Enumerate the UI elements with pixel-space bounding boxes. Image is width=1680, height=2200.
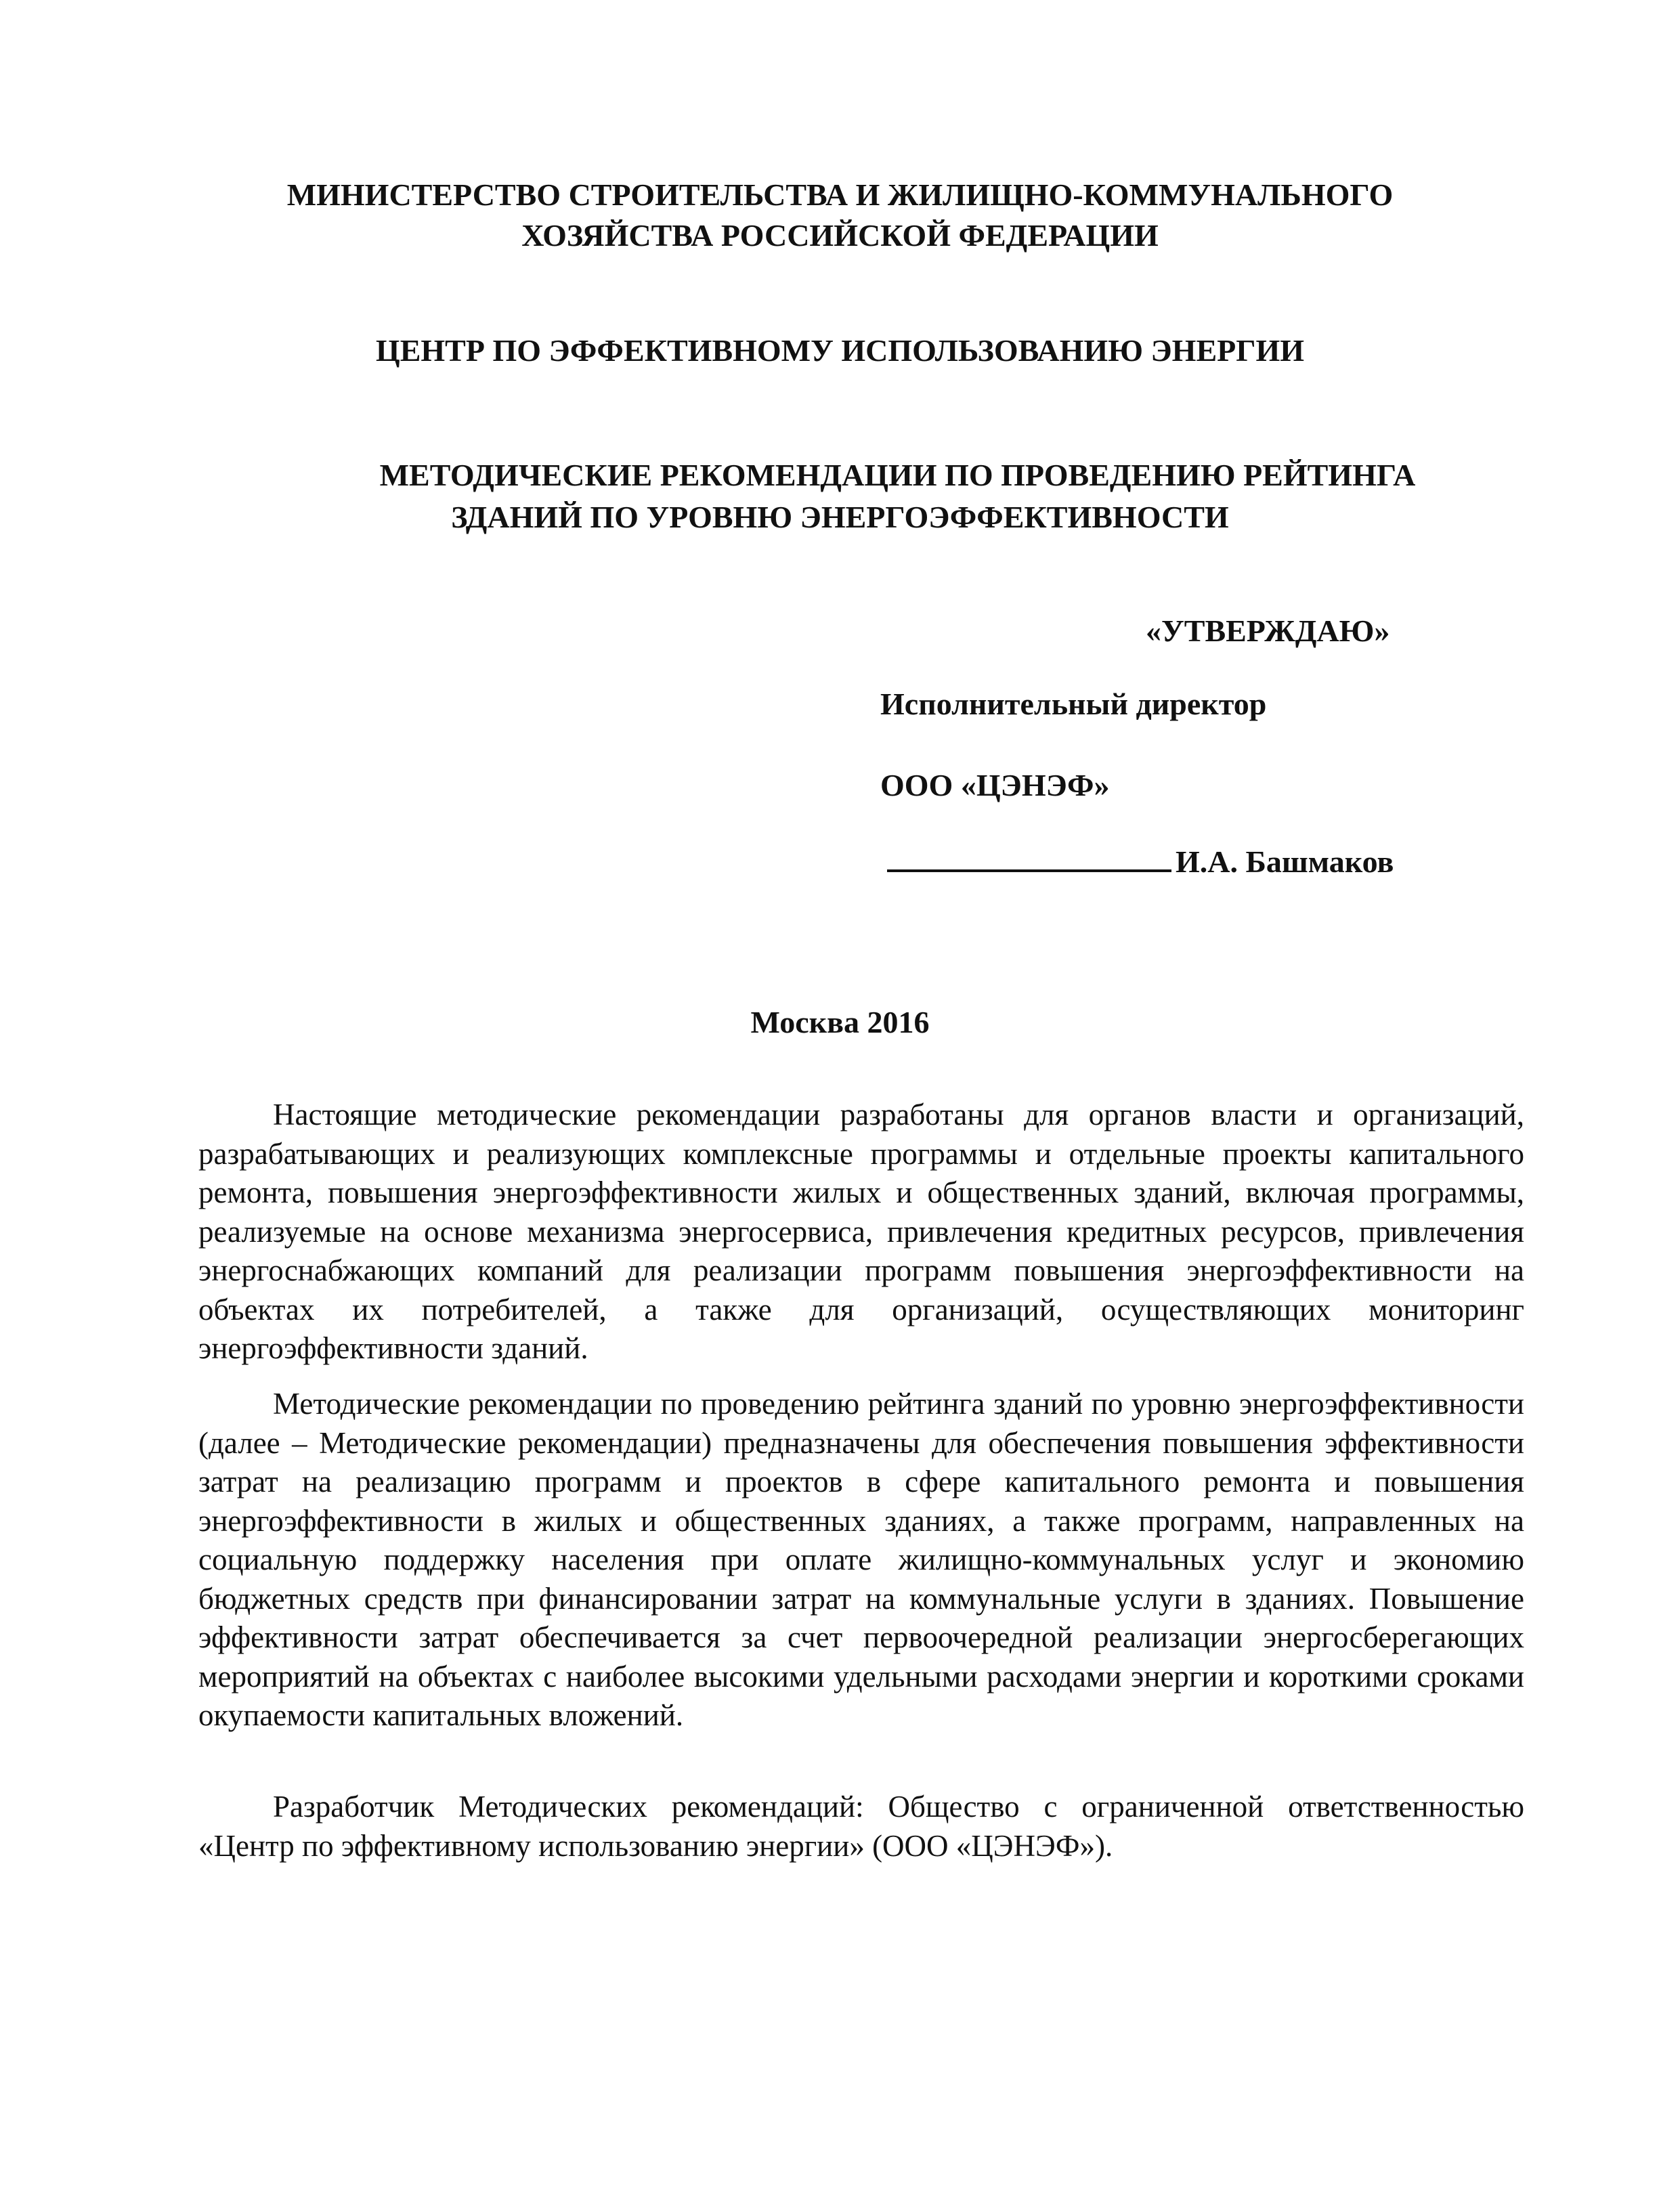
document-title-line-2 bbox=[0, 497, 1680, 538]
document-title-line-2-text: ЗДАНИЙ ПО УРОВНЮ ЭНЕРГОЭФФЕКТИВНОСТИ bbox=[451, 500, 1229, 534]
approval-stamp: «УТВЕРЖДАЮ» bbox=[1146, 613, 1390, 648]
approval-organization: ООО «ЦЭНЭФ» bbox=[880, 768, 1110, 802]
ministry-line-1: МИНИСТЕРСТВО СТРОИТЕЛЬСТВА И ЖИЛИЩНО-КОММУНАЛЬНОГО bbox=[286, 177, 1394, 212]
center-name-heading: ЦЕНТР ПО ЭФФЕКТИВНОМУ ИСПОЛЬЗОВАНИЮ ЭНЕРГИИ bbox=[375, 333, 1305, 368]
document-title-line-1: МЕТОДИЧЕСКИЕ РЕКОМЕНДАЦИИ ПО ПРОВЕДЕНИЮ РЕЙТИНГА bbox=[379, 458, 1416, 492]
body-paragraph-3: Разработчик Методических рекомендаций: Общество с ограниченной ответственностью «Центр по эффективному использованию энергии» (ООО «ЦЭНЭФ»). bbox=[198, 1790, 1524, 1863]
city-year: Москва 2016 bbox=[750, 1005, 930, 1039]
signature-line bbox=[887, 840, 1171, 872]
body-paragraph-2: Методические рекомендации по проведению рейтинга зданий по уровню энергоэффективности (далее – Методические рекомендации) предназначены для обеспечения повышения эффективности затрат на реализацию программ и проектов в сфере капитального ремонта и повышения энергоэффективности в жилых и общественных зданиях, а также программ, направленных на социальную поддержку населения при оплате жилищно-коммунальных услуг и экономию бюджетных средств при финансировании затрат на коммунальные услуги в зданиях. Повышение эффективности затрат обеспечивается за счет первоочередной реализации энергосберегающих мероприятий на объектах с наиболее высокими удельными расходами энергии и короткими сроками окупаемости капитальных вложений. bbox=[198, 1387, 1524, 1732]
approval-signature-block bbox=[887, 840, 1394, 882]
body-paragraph-1: Настоящие методические рекомендации разработаны для органов власти и организаций, разрабатывающих и реализующих комплексные программы и отдельные проекты капитального ремонта, повышения энергоэффективности жилых и общественных зданий, включая программы, реализуемые на основе механизма энергосервиса, привлечения кредитных ресурсов, привлечения энергоснабжающих компаний для реализации программ повышения энергоэффективности на объектах их потребителей, а также для организаций, осуществляющих мониторинг энергоэффективности зданий. bbox=[198, 1098, 1524, 1365]
ministry-line-2: ХОЗЯЙСТВА РОССИЙСКОЙ ФЕДЕРАЦИИ bbox=[521, 218, 1159, 253]
approval-position: Исполнительный директор bbox=[880, 687, 1267, 721]
signatory-name: И.А. Башмаков bbox=[1176, 844, 1394, 879]
ministry-heading bbox=[0, 175, 1680, 256]
